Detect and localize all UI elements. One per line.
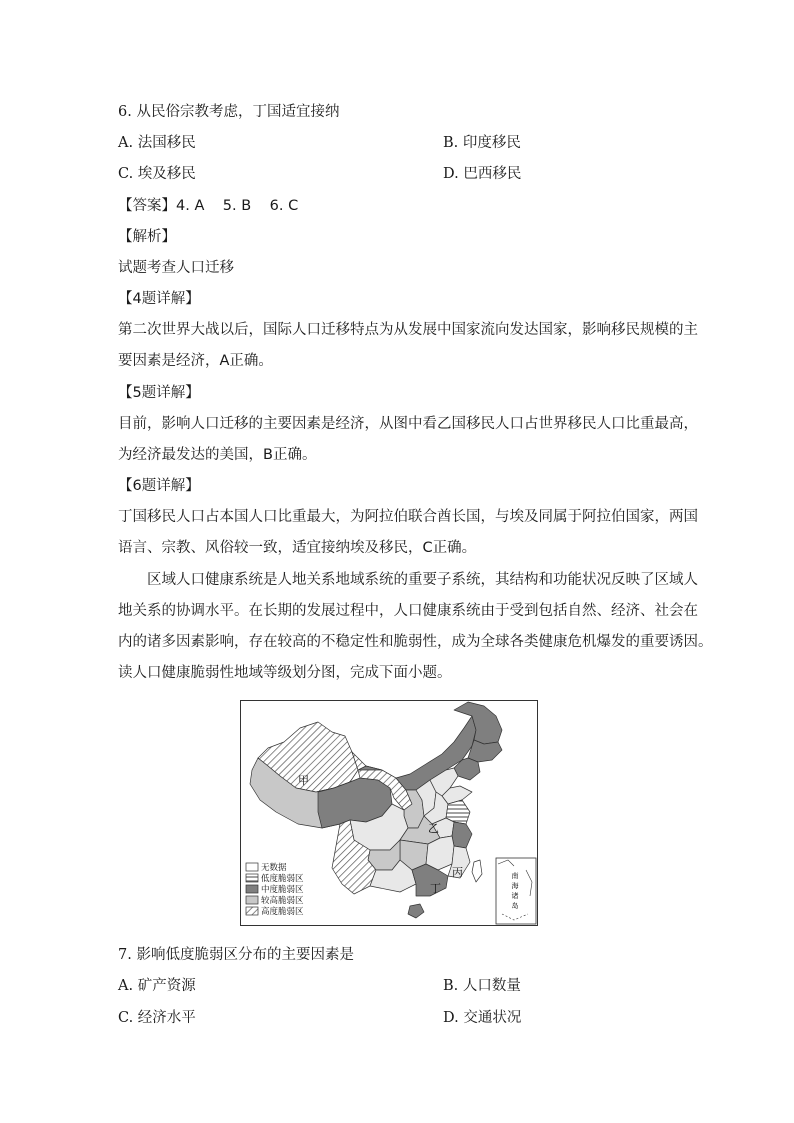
passage-line: 区域人口健康系统是人地关系地域系统的重要子系统，其结构和功能状况反映了区域人	[147, 572, 698, 588]
legend-label: 无数据	[261, 863, 287, 873]
inset-label: 南	[511, 872, 519, 880]
question-7-option-c: C. 经济水平	[118, 1010, 196, 1026]
inset-label: 海	[511, 882, 519, 890]
legend-label: 较高脆弱区	[261, 896, 304, 906]
passage-line: 读人口健康脆弱性地域等级划分图，完成下面小题。	[118, 665, 452, 681]
question-6-option-d: D. 巴西移民	[443, 166, 522, 182]
question-6-option-c: C. 埃及移民	[118, 166, 196, 182]
question-4-detail-label: 【4题详解】	[118, 291, 200, 307]
answer-line: 【答案】4. A 5. B 6. C	[118, 198, 299, 214]
question-5-detail-line: 为经济最发达的美国，B正确。	[118, 447, 317, 463]
question-7-option-a: A. 矿产资源	[118, 978, 196, 994]
question-5-detail-line: 目前，影响人口迁移的主要因素是经济，从图中看乙国移民人口占世界移民人口比重最高，	[118, 416, 698, 432]
question-7-option-b: B. 人口数量	[443, 978, 521, 994]
question-5-detail-label: 【5题详解】	[118, 385, 200, 401]
legend-label: 高度脆弱区	[261, 907, 304, 917]
question-4-detail-line: 要因素是经济，A正确。	[118, 353, 273, 369]
legend-label: 低度脆弱区	[261, 874, 304, 884]
legend-swatch-high	[246, 896, 258, 904]
legend-swatch-mid	[246, 885, 258, 893]
question-6-detail-line: 丁国移民人口占本国人口比重最大，为阿拉伯联合酋长国，与埃及同属于阿拉伯国家，两国	[118, 509, 698, 525]
question-4-detail-line: 第二次世界大战以后，国际人口迁移特点为从发展中国家流向发达国家，影响移民规模的主	[118, 322, 698, 338]
question-7-stem: 7. 影响低度脆弱区分布的主要因素是	[118, 947, 354, 963]
map-label-bing: 丙	[452, 866, 463, 879]
passage-line: 内的诸多因素影响，存在较高的不稳定性和脆弱性，成为全球各类健康危机爆发的重要诱因。	[118, 634, 713, 650]
legend-swatch-low	[246, 874, 258, 882]
map-label-ding: 丁	[430, 882, 441, 895]
map-label-jia: 甲	[298, 774, 309, 787]
inset-label: 岛	[511, 902, 519, 910]
legend-swatch-none	[246, 863, 258, 871]
south-china-sea-inset	[496, 858, 536, 924]
question-7-option-d: D. 交通状况	[443, 1010, 522, 1026]
legend-swatch-very-high	[246, 907, 258, 915]
question-6-detail-label: 【6题详解】	[118, 478, 200, 494]
vulnerability-map	[240, 700, 538, 926]
map-label-yi: 乙	[428, 822, 439, 835]
question-6-option-a: A. 法国移民	[118, 135, 196, 151]
passage-line: 地关系的协调水平。在长期的发展过程中，人口健康系统由于受到包括自然、经济、社会在	[118, 603, 698, 619]
question-6-option-b: B. 印度移民	[443, 135, 521, 151]
question-6-detail-line: 语言、宗教、风俗较一致，适宜接纳埃及移民，C正确。	[118, 540, 477, 556]
inset-label: 诸	[511, 892, 519, 900]
legend-label: 中度脆弱区	[261, 885, 304, 895]
topic-line: 试题考查人口迁移	[118, 260, 234, 276]
question-6-stem: 6. 从民俗宗教考虑，丁国适宜接纳	[118, 104, 340, 120]
analysis-label: 【解析】	[118, 229, 176, 245]
